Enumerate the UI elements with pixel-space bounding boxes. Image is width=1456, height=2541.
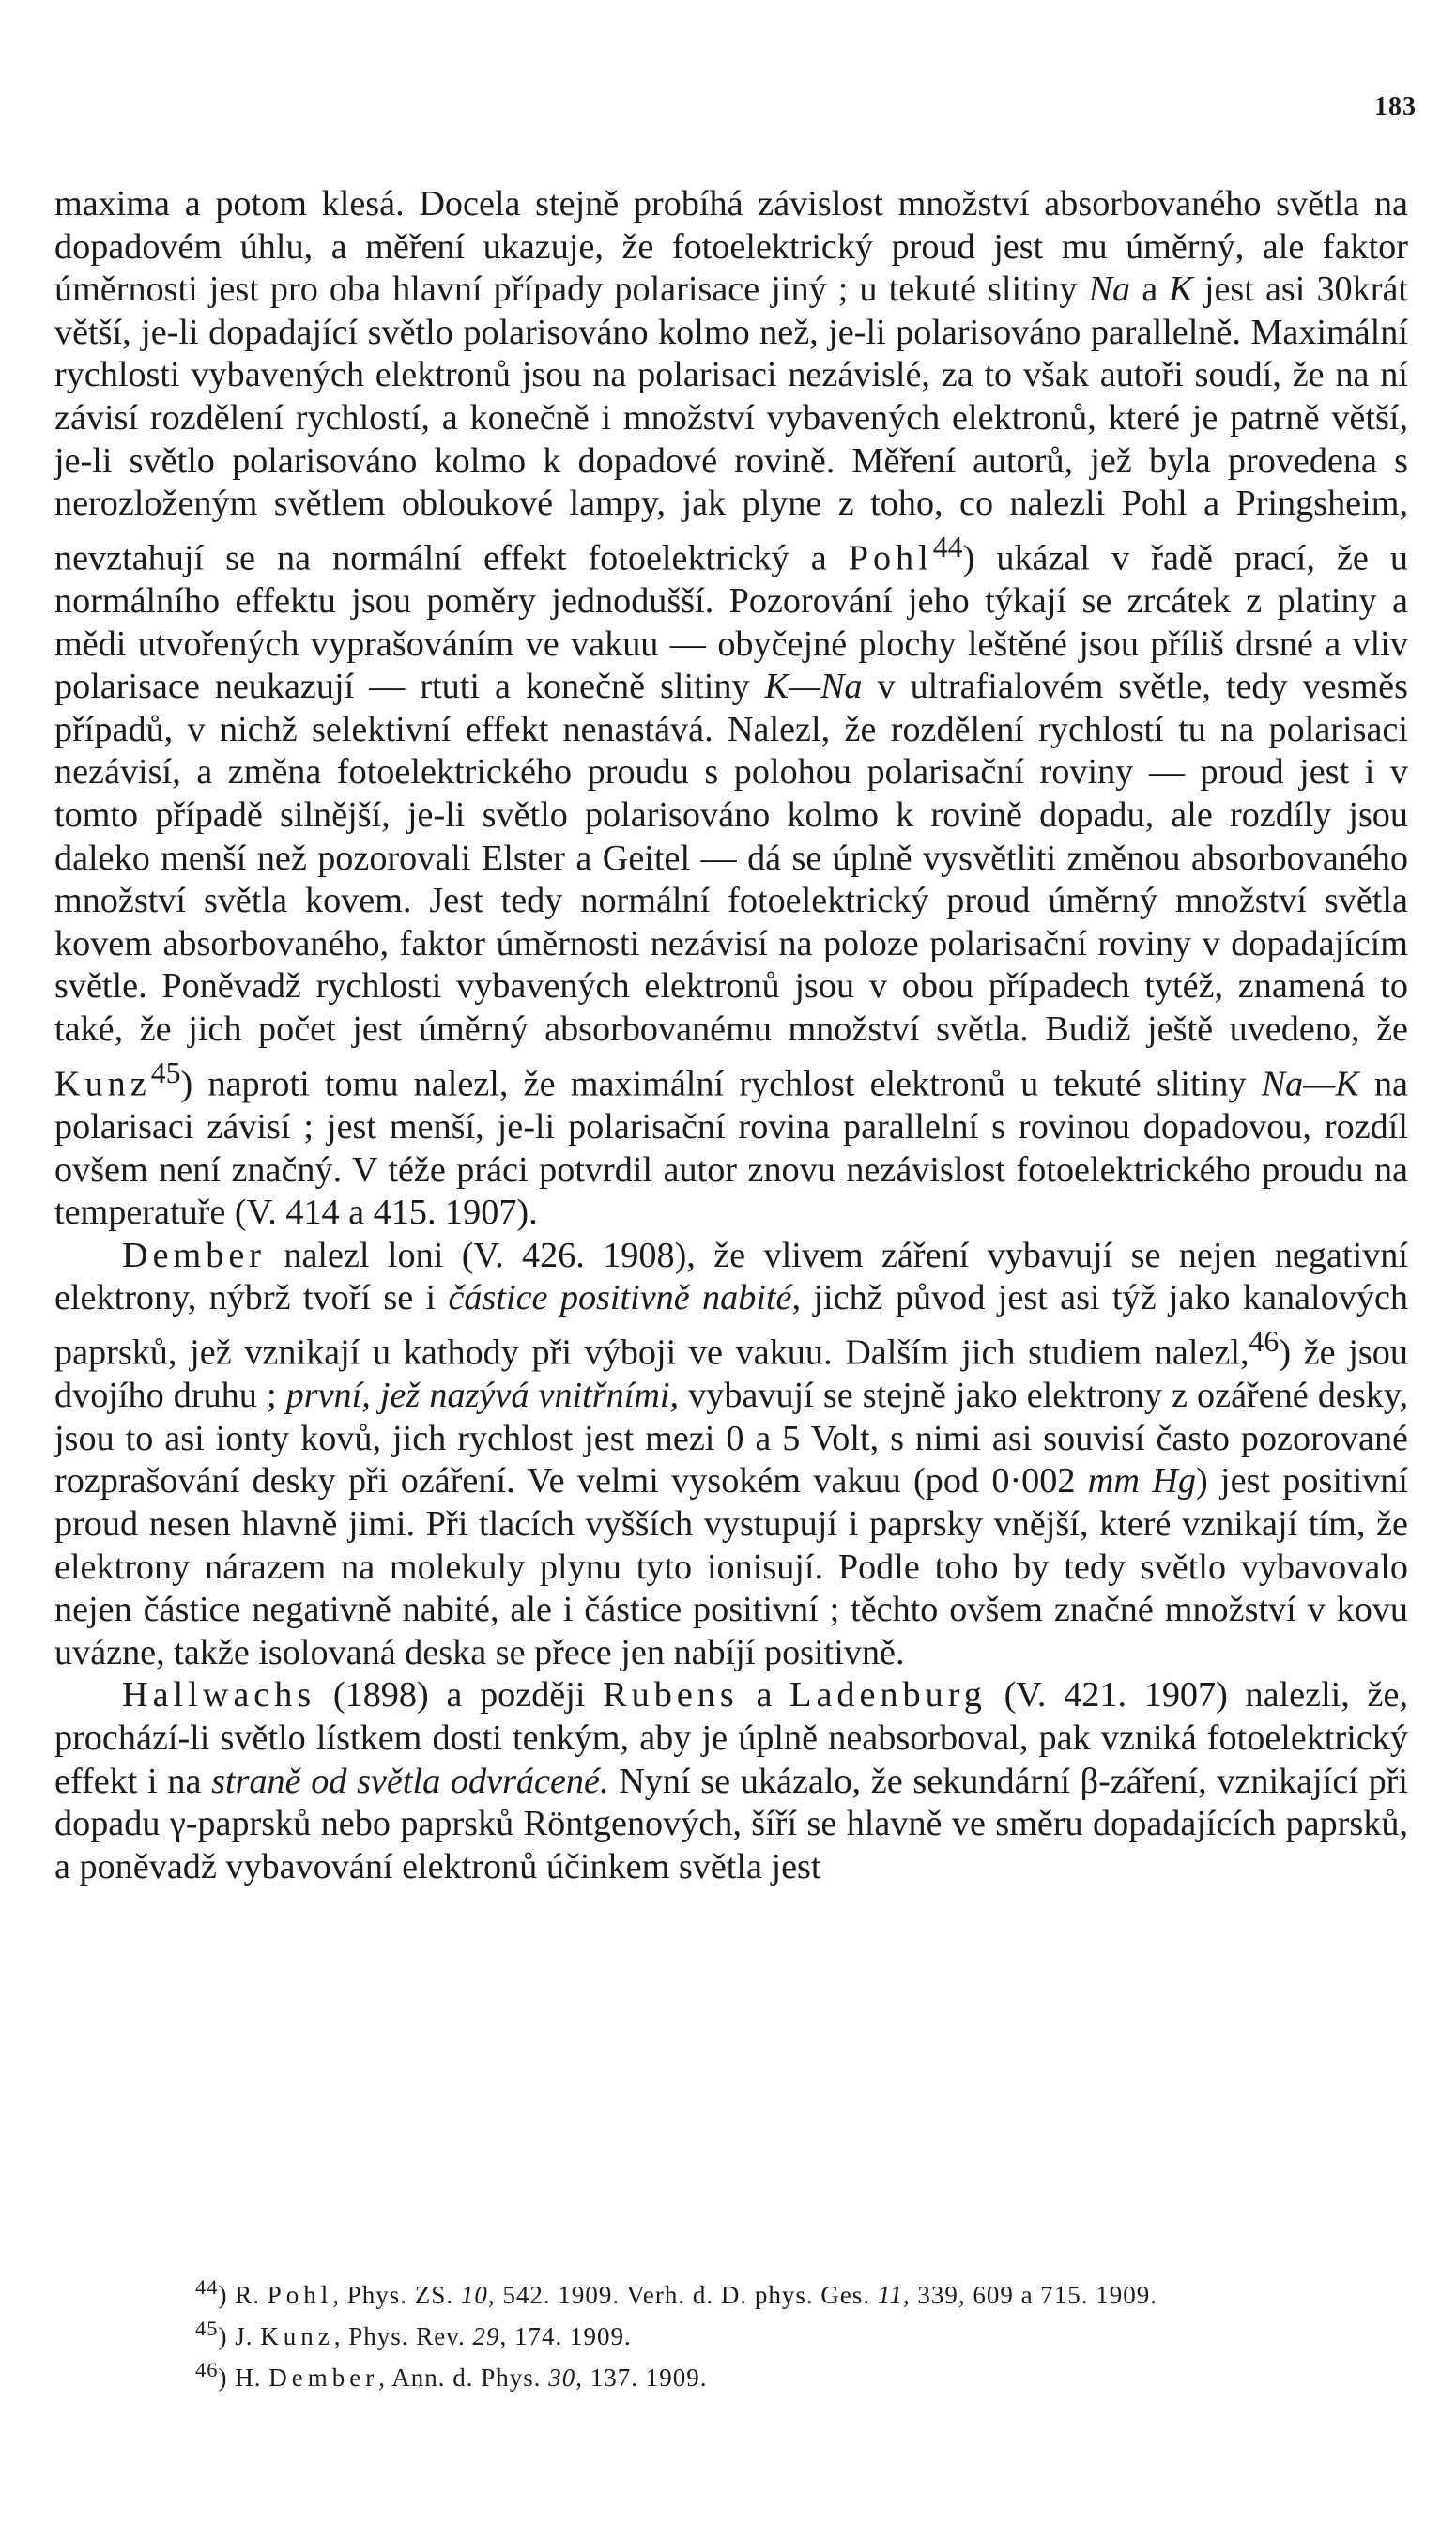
paragraph — [54, 183, 1408, 1235]
text-run: ) ukázal v řadě prací, že u normálního effektu jsou poměry jednodušší. Pozorování jeho týkají se zrcátek z platiny a mědi utvořených vyprašováním ve vakuu — obyčejné plochy leštěné jsou příliš drsné a vliv polarisace neukazují — rtuti a konečně slitiny — [54, 538, 1408, 707]
body-text — [54, 183, 1408, 1888]
footnote-ref: 45 — [195, 2317, 219, 2340]
footnote — [54, 2271, 1408, 2312]
text-run: , Phys. ZS. — [332, 2281, 461, 2309]
footnotes — [54, 2271, 1408, 2395]
text-run: , 137. 1909. — [575, 2364, 708, 2392]
text-run: K—Na — [764, 667, 863, 707]
text-run: ) J. — [218, 2322, 261, 2350]
text-run: a — [1130, 270, 1170, 310]
text-run: Na—K — [1261, 1064, 1359, 1104]
text-run: , 339, 609 a 715. 1909. — [902, 2281, 1158, 2309]
text-run: , 542. 1909. Verh. d. D. phys. Ges. — [487, 2281, 878, 2309]
footnote — [54, 2353, 1408, 2395]
text-run: (V. 421. 1907) nalezli, že, prochází-li světlo lístkem dosti tenkým, aby je úplně neabsorboval, pak vzniká fotoelektrický effekt i na — [54, 1675, 1408, 1801]
text-run: 11 — [877, 2281, 903, 2309]
text-run: Kunz — [260, 2322, 334, 2350]
text-run: Rubens — [603, 1675, 739, 1716]
text-run: Pohl — [267, 2281, 333, 2309]
text-run: ) že jsou dvojího druhu ; — [54, 1332, 1408, 1416]
text-run: 29 — [472, 2322, 500, 2350]
text-run: Pohl — [848, 538, 933, 578]
text-run: ) naproti tomu nalezl, že maximální rychlost elektronů u tekuté slitiny — [180, 1064, 1262, 1104]
text-run: ) H. — [218, 2364, 269, 2392]
text-run: Kunz — [54, 1064, 151, 1104]
text-run: , Phys. Rev. — [333, 2322, 473, 2350]
paragraph — [54, 1674, 1408, 1888]
text-run: Ladenburg — [789, 1675, 987, 1716]
text-run: vybavují se stejně jako elektrony z ozářené desky, jsou to asi ionty kovů, jich rychlost jest mezi 0 a 5 Volt, s nimi asi souvisí často pozorované rozprašování desky při ozáření. Ve velmi vysokém vakuu (pod 0·002 — [54, 1376, 1408, 1502]
text-run: Hallwachs — [122, 1675, 316, 1716]
footnote-ref: 44 — [195, 2275, 219, 2299]
text-run: ) jest positivní proud nesen hlavně jimi. Při tlacích vyšších vystupují i paprsky vnější, které vznikají tím, že elektrony nárazem na molekuly plynu tyto ionisují. Podle toho by tedy světlo vybavovalo nejen částice negativně nabité, ale i částice positivní ; těchto ovšem značné množství v kovu uvázne, takže isolovaná deska se přece jen nabíjí positivně. — [54, 1461, 1409, 1672]
text-run: Na — [1088, 270, 1131, 310]
footnote-ref: 46 — [1249, 1324, 1280, 1358]
text-run: nalezl loni (V. 426. 1908), že vlivem záření vybavují se nejen negativní elektrony, nýbrž tvoří se i — [54, 1235, 1408, 1318]
text-run: Dember — [268, 2364, 379, 2392]
footnote-ref: 46 — [195, 2358, 219, 2381]
paragraph — [54, 1235, 1408, 1675]
text-run: v ultrafialovém světle, tedy vesměs případů, v nichž selektivní effekt nenastává. Nalezl, že rozdělení rychlostí tu na polarisaci nezávisí, a změna fotoelektrického proudu s polohou polarisační roviny — proud jest i v tomto případě silnější, je-li světlo polarisováno kolmo k rovině dopadu, ale rozdíly jsou daleko menší než pozorovali Elster a Geitel — dá se úplně vysvětliti změnou absorbovaného množství světla kovem. Jest tedy normální fotoelektrický proud úměrný množství světla kovem absorbovaného, faktor úměrnosti nezávisí na poloze polarisační roviny v dopadajícím světle. Poněvadž rychlosti vybavených elektronů jsou v obou případech tytéž, znamená to také, že jich počet jest úměrný absorbovanému množství světla. Budiž ještě uvedeno, že — [54, 667, 1408, 1050]
text-run: první, jež nazývá vnitřními, — [285, 1376, 680, 1416]
text-run: mm Hg — [1087, 1461, 1196, 1502]
footnote-ref: 44 — [932, 530, 963, 563]
text-run: (1898) a později — [315, 1675, 604, 1716]
text-run: 30 — [548, 2364, 576, 2392]
text-run: 10 — [460, 2281, 488, 2309]
text-run: Nyní se ukázalo, že sekundární β-záření, vznikající při dopadu γ-paprsků nebo paprsků Röntgenových, šíří se hlavně ve směru dopadajících paprsků, a poněvadž vybavování elektronů účinkem světla jest — [54, 1761, 1409, 1886]
text-run: K — [1169, 270, 1193, 310]
text-run: maxima a potom klesá. Docela stejně probíhá závislost množství absorbovaného světla na dopadovém úhlu, a měření ukazuje, že fotoelektrický proud jest mu úměrný, ale faktor úměrnosti jest pro oba hlavní případy polarisace jiný ; u tekuté slitiny — [54, 184, 1408, 310]
text-run: , 174. 1909. — [499, 2322, 632, 2350]
page-number: 183 — [1374, 92, 1417, 121]
text-run: a — [738, 1675, 790, 1716]
text-run: ) R. — [218, 2281, 268, 2309]
text-run: na polarisaci závisí ; jest menší, je-li polarisační rovina parallelní s rovinou dopadovou, rozdíl ovšem není značný. V téže práci potvrdil autor znovu nezávislost fotoelektrického proudu na temperatuře (V. 414 a 415. 1907). — [54, 1064, 1408, 1233]
footnote — [54, 2312, 1408, 2353]
text-run: jichž původ jest asi týž jako kanalových paprsků, jež vznikají u kathody při výboji ve vakuu. Dalším jich studiem nalezl, — [54, 1278, 1408, 1373]
text-run: jest asi 30krát větší, je-li dopadající světlo polarisováno kolmo než, je-li polarisováno parallelně. Maximální rychlosti vybavených elektronů jsou na polarisaci nezávislé, za to však autoři soudí, že na ní závisí rozdělení rychlostí, a konečně i množství vybavených elektronů, které je patrně větší, je-li světlo polarisováno kolmo k dopadové rovině. Měření autorů, jež byla provedena s nerozloženým světlem obloukové lampy, jak plyne z toho, co nalezli Pohl a Pringsheim, nevztahují se na normální effekt fotoelektrický a — [54, 270, 1409, 578]
text-run: Dember — [122, 1235, 266, 1275]
text-run: částice positivně nabité, — [448, 1278, 802, 1318]
text-run: , Ann. d. Phys. — [378, 2364, 549, 2392]
text-run: straně od světla odvrácené. — [211, 1761, 609, 1801]
footnote-ref: 45 — [150, 1055, 181, 1089]
